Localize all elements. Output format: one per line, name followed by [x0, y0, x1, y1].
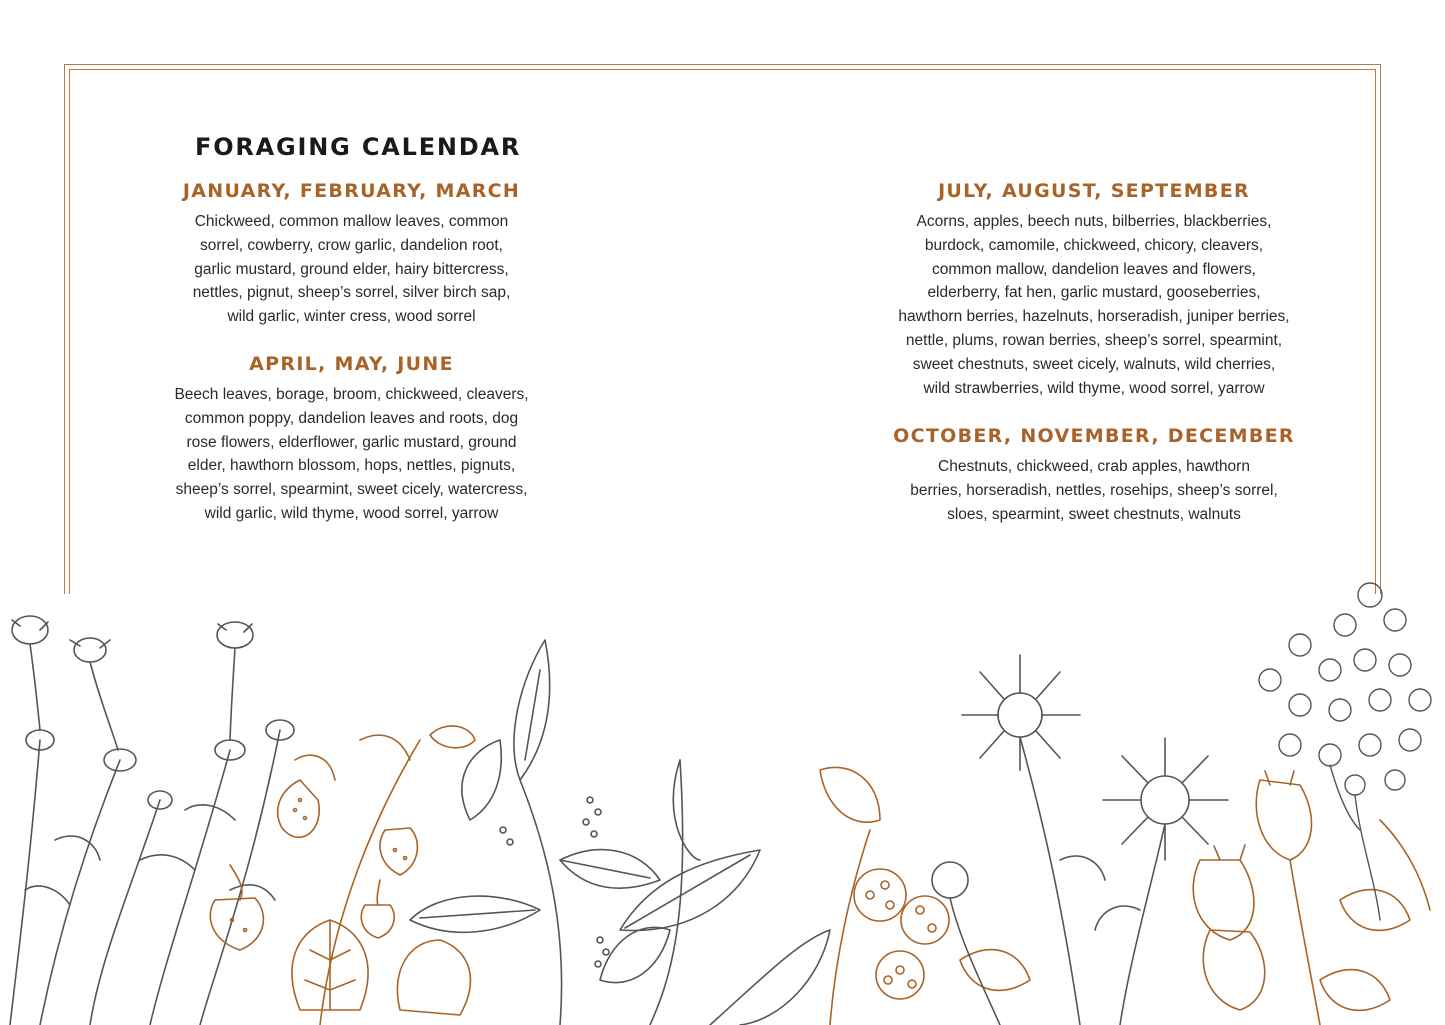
- text-line: hawthorn berries, hazelnuts, horseradish, juniper berries,: [898, 308, 1290, 326]
- season-apr-jun: [160, 353, 543, 526]
- text-line: sheep’s sorrel, spearmint, sweet cicely, watercress,: [175, 481, 528, 499]
- rosehip-illustration: [1193, 771, 1430, 1025]
- nettle-illustration: [410, 640, 830, 1025]
- text-line: common poppy, dandelion leaves and roots, dog: [184, 409, 519, 427]
- season-oct-dec: [880, 425, 1308, 526]
- text-line: wild garlic, winter cress, wood sorrel: [227, 308, 476, 326]
- text-line: sweet chestnuts, sweet cicely, walnuts, wild cherries,: [912, 355, 1276, 373]
- text-line: sloes, spearmint, sweet chestnuts, walnuts: [947, 505, 1241, 523]
- text-line: wild garlic, wild thyme, wood sorrel, yarrow: [204, 504, 499, 522]
- strawberry-illustration: [210, 726, 475, 1025]
- text-line: rose flowers, elderflower, garlic mustard, ground: [186, 433, 517, 451]
- text-line: garlic mustard, ground elder, hairy bittercress,: [194, 260, 509, 278]
- daisy-illustration: [932, 655, 1228, 1025]
- text-line: Chickweed, common mallow leaves, common: [194, 213, 509, 230]
- text-line: sorrel, cowberry, crow garlic, dandelion root,: [200, 236, 503, 254]
- season-jul-sep: [880, 180, 1308, 400]
- blackberry-illustration: [820, 767, 1030, 1025]
- season-heading: JULY, AUGUST, SEPTEMBER: [938, 180, 1250, 202]
- text-line: Acorns, apples, beech nuts, bilberries, blackberries,: [916, 213, 1272, 230]
- text-line: Beech leaves, borage, broom, chickweed, cleavers,: [174, 386, 529, 403]
- text-line: wild strawberries, wild thyme, wood sorrel, yarrow: [923, 379, 1265, 397]
- elderflower-illustration: [1259, 583, 1431, 920]
- text-line: berries, horseradish, nettles, rosehips, sheep’s sorrel,: [910, 481, 1278, 499]
- season-text: [160, 383, 543, 526]
- text-line: common mallow, dandelion leaves and flowers,: [932, 260, 1256, 278]
- text-line: nettle, plums, rowan berries, sheep’s sorrel, spearmint,: [905, 331, 1283, 349]
- text-line: elderberry, fat hen, garlic mustard, gooseberries,: [927, 284, 1261, 302]
- text-line: Chestnuts, chickweed, crab apples, hawthorn: [938, 458, 1250, 475]
- thyme-sprigs-illustration: [10, 616, 294, 1025]
- season-jan-mar: [160, 180, 543, 329]
- page-title: FORAGING CALENDAR: [195, 133, 522, 161]
- botanical-illustration: [0, 560, 1445, 1025]
- text-line: burdock, camomile, chickweed, chicory, cleavers,: [924, 236, 1264, 254]
- season-heading: APRIL, MAY, JUNE: [249, 353, 454, 375]
- season-heading: JANUARY, FEBRUARY, MARCH: [182, 180, 521, 202]
- text-line: nettles, pignut, sheep’s sorrel, silver birch sap,: [192, 284, 511, 302]
- text-line: elder, hawthorn blossom, hops, nettles, pignuts,: [187, 457, 516, 475]
- season-text: [880, 455, 1308, 526]
- season-text: [160, 210, 543, 329]
- season-heading: OCTOBER, NOVEMBER, DECEMBER: [893, 425, 1295, 447]
- season-text: [880, 210, 1308, 400]
